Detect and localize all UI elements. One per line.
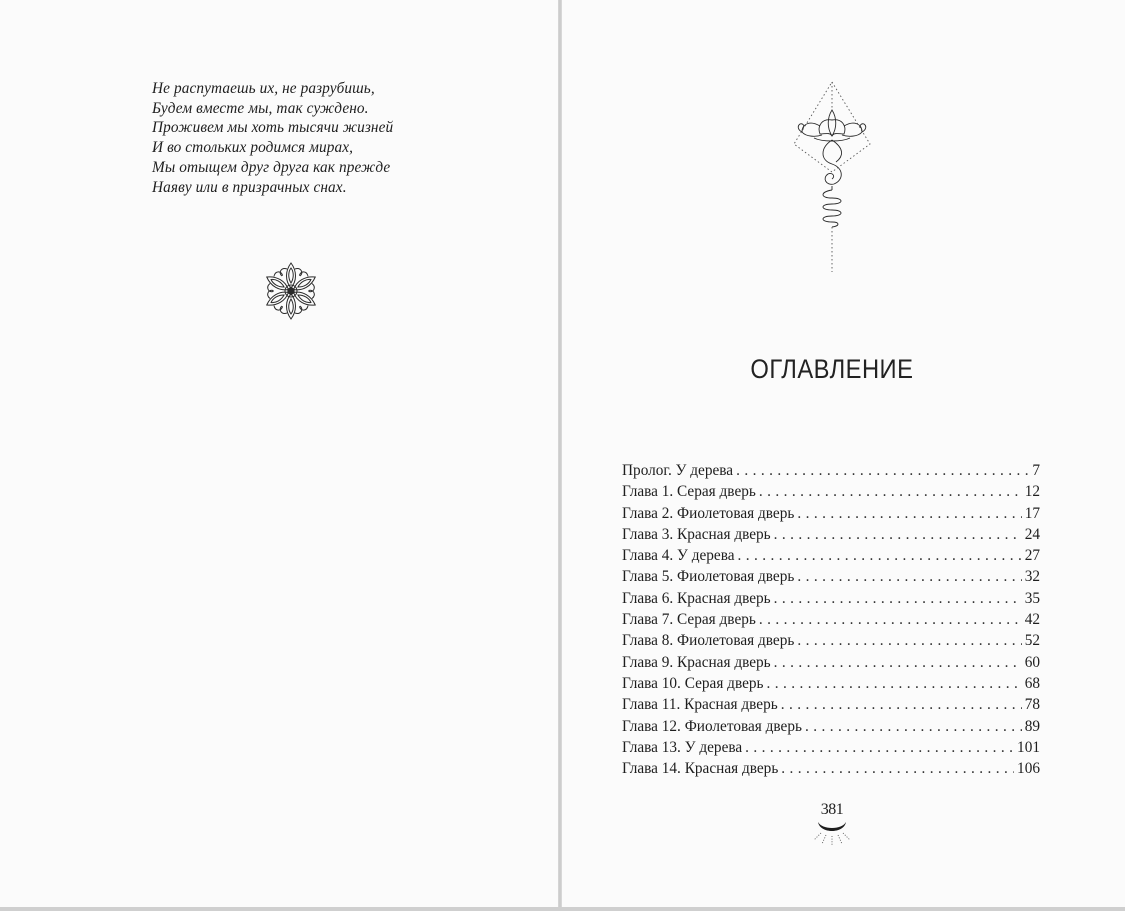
toc-entry	[622, 505, 1040, 526]
crescent-moon-icon	[806, 812, 858, 850]
toc-entry	[622, 675, 1040, 696]
toc-entry	[622, 526, 1040, 547]
toc-entry-page: 12	[1024, 483, 1040, 501]
lotus-spiral-ornament	[790, 80, 874, 274]
toc-leader-dots	[797, 505, 1021, 523]
toc-leader-dots	[774, 590, 1022, 608]
toc-entry-page: 68	[1024, 674, 1040, 692]
poem	[152, 79, 393, 197]
poem-line: Будем вместе мы, так суждено.	[152, 99, 369, 117]
toc-entry-label: Глава 2. Фиолетовая дверь	[622, 504, 795, 522]
toc-leader-dots	[759, 483, 1022, 501]
toc-entry-label: Глава 4. У дерева	[622, 547, 735, 565]
toc-leader-dots	[767, 675, 1022, 693]
toc-leader-dots	[736, 462, 1029, 480]
toc-entry-label: Глава 5. Фиолетовая дверь	[622, 568, 795, 586]
poem-line: Мы отыщем друг друга как прежде	[152, 158, 391, 176]
toc-leader-dots	[781, 760, 1014, 778]
poem-line: Наяву или в призрачных снах.	[152, 178, 347, 196]
toc-entry	[622, 654, 1040, 675]
toc-leader-dots	[805, 718, 1022, 736]
toc-leader-dots	[738, 547, 1022, 565]
toc-entry-page: 106	[1017, 760, 1040, 778]
toc-entry-page: 17	[1024, 504, 1040, 522]
toc-leader-dots	[797, 632, 1021, 650]
poem-line: Проживем мы хоть тысячи жизней	[152, 119, 394, 137]
toc-entry-page: 101	[1017, 738, 1040, 756]
toc-entry	[622, 718, 1040, 739]
toc-leader-dots	[745, 739, 1014, 757]
toc-entry-page: 27	[1024, 547, 1040, 565]
toc-entry	[622, 696, 1040, 717]
toc-entry-label: Пролог. У дерева	[622, 462, 734, 479]
toc-entry-label: Глава 7. Серая дверь	[622, 611, 756, 629]
page-bottom-edge	[0, 907, 1125, 911]
toc-entry-page: 42	[1024, 611, 1040, 629]
toc-entry	[622, 590, 1040, 611]
toc-leader-dots	[774, 654, 1022, 672]
toc-entry-label: Глава 10. Серая дверь	[622, 674, 764, 692]
toc-entry-label: Глава 1. Серая дверь	[622, 483, 756, 501]
toc-entry-label: Глава 6. Красная дверь	[622, 589, 771, 607]
toc-entry-page: 60	[1024, 653, 1040, 671]
toc-entry-page: 24	[1024, 525, 1040, 543]
poem-line: Не распутаешь их, не разрубишь,	[152, 80, 375, 97]
toc-entry-label: Глава 11. Красная дверь	[622, 696, 778, 714]
toc-entry-page: 32	[1024, 568, 1040, 586]
toc-title: ОГЛАВЛЕНИЕ	[750, 354, 914, 384]
toc-entry	[622, 632, 1040, 653]
toc-entry	[622, 739, 1040, 760]
toc-entry-label: Глава 12. Фиолетовая дверь	[622, 717, 802, 735]
toc-entry-page: 7	[1032, 462, 1040, 479]
poem-line: И во стольких родимся мирах,	[152, 139, 354, 157]
toc-leader-dots	[781, 696, 1022, 714]
toc-entry	[622, 611, 1040, 632]
toc-entry-label: Глава 3. Красная дверь	[622, 525, 771, 543]
toc-entry-label: Глава 9. Красная дверь	[622, 653, 771, 671]
toc-leader-dots	[774, 526, 1022, 544]
toc-entry	[622, 568, 1040, 589]
toc-entry	[622, 462, 1040, 483]
toc-entry-page: 35	[1024, 589, 1040, 607]
toc-entry-page: 78	[1024, 696, 1040, 714]
toc-entry-page: 89	[1024, 717, 1040, 735]
toc-entry-page: 52	[1024, 632, 1040, 650]
toc-entry	[622, 547, 1040, 568]
toc-entry-label: Глава 13. У дерева	[622, 738, 743, 756]
toc-entry	[622, 483, 1040, 504]
toc-entry-label: Глава 8. Фиолетовая дверь	[622, 632, 795, 650]
page-number: 381	[820, 801, 844, 818]
floral-rosette-ornament	[258, 258, 324, 324]
toc-leader-dots	[759, 611, 1022, 629]
toc-leader-dots	[797, 568, 1021, 586]
toc-entry-label: Глава 14. Красная дверь	[622, 760, 779, 778]
toc-entry	[622, 760, 1040, 781]
table-of-contents	[622, 462, 1040, 781]
